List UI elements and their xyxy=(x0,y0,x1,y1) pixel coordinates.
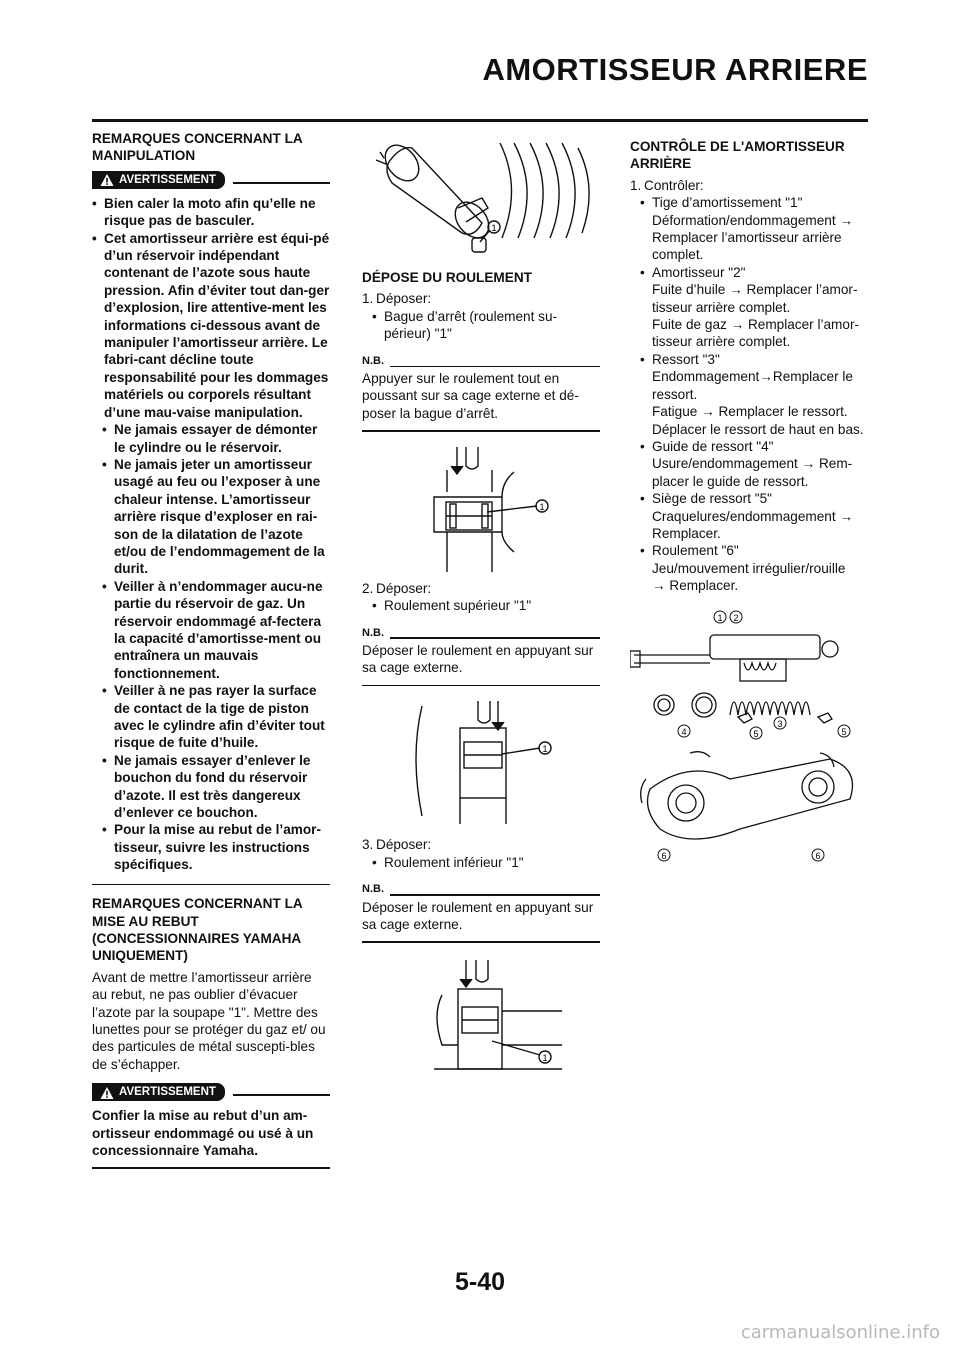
warning-label: AVERTISSEMENT xyxy=(119,173,216,186)
section-heading-disposal: REMARQUES CONCERNANT LA MISE AU REBUT (CONCESSIONNAIRES YAMAHA UNIQUEMENT) xyxy=(92,896,303,964)
shock-components-illustration xyxy=(630,605,870,745)
nb-note: Déposer le roulement en appuyant sur sa cage externe. xyxy=(362,899,594,932)
warning-badge xyxy=(92,171,225,189)
svg-text:5: 5 xyxy=(753,728,759,739)
svg-text:1: 1 xyxy=(542,744,548,755)
list-item: • Siège de ressort "5" Craquelures/endommagement → Remplacer. xyxy=(640,491,853,541)
svg-text:3: 3 xyxy=(777,718,783,729)
list-item: • Amortisseur "2" Fuite d’huile → Remplacer l’amor-tisseur arrière complet. Fuite de gaz → Remplacer l’amor-tisseur arrière complet. xyxy=(640,264,859,350)
list-item: • Cet amortisseur arrière est équi-pé d’un réservoir indépendant contenant de l’azote sous haute pression. Afin d’éviter tout dan-ger d’explosion, lire attentive-ment les informations ci-dessous avant de manipuler l’amortisseur arrière. Le fabri-cant décline toute responsabilité pour les dommages matériels ou corporels résultant d’une mau-vaise manipulation. xyxy=(92,230,330,420)
list-item: • Bague d’arrêt (roulement su-périeur) "1" xyxy=(372,308,558,342)
svg-text:1: 1 xyxy=(542,1052,548,1063)
section-heading-bearing: DÉPOSE DU ROULEMENT xyxy=(362,270,532,285)
svg-text:1: 1 xyxy=(491,223,497,233)
warning-banner xyxy=(92,171,330,189)
step: 2. Déposer: xyxy=(362,580,432,596)
step: 1. Déposer: xyxy=(362,291,432,307)
warning-label: AVERTISSEMENT xyxy=(119,1086,216,1099)
lower-bearing-illustration xyxy=(362,955,600,1080)
list-item: • Bien caler la moto afin qu’elle ne risque pas de basculer. xyxy=(92,195,316,229)
section-heading-inspection: CONTRÔLE DE L'AMORTISSEUR ARRIÈRE xyxy=(630,139,845,172)
page-number: 5-40 xyxy=(454,1268,506,1296)
list-item: • Roulement inférieur "1" xyxy=(372,854,524,870)
nb-label: N.B. xyxy=(362,626,384,639)
watermark: carmanualsonline.info xyxy=(740,1322,940,1343)
svg-text:6: 6 xyxy=(661,850,667,861)
disposal-warning-text: Confier la mise au rebut d’un am-ortisseur endommagé ou usé à un concessionnaire Yamaha. xyxy=(92,1108,314,1159)
nb-label: N.B. xyxy=(362,883,384,896)
list-item: • Ne jamais essayer d’enlever le bouchon du fond du réservoir d’azote. Il est très dangereux d’enlever ce bouchon. xyxy=(102,752,311,821)
shock-valve-illustration xyxy=(362,138,600,263)
list-item: • Roulement supérieur "1" xyxy=(372,598,532,614)
header-rule xyxy=(92,119,868,122)
step: 1. Contrôler: xyxy=(630,177,704,193)
list-item: • Guide de ressort "4" Usure/endommagement → Rem-placer le guide de ressort. xyxy=(640,438,853,489)
list-item: • Tige d’amortissement "1" Déformation/endommagement → Remplacer l’amortisseur arrière complet. xyxy=(640,195,853,263)
svg-text:4: 4 xyxy=(681,726,687,737)
list-item: • Veiller à ne pas rayer la surface de contact de la tige de piston avec le cylindre afin d’éviter tout risque de fuite d’huile. xyxy=(102,683,325,751)
list-item: • Veiller à n’endommager aucu-ne partie du réservoir de gaz. Un réservoir endommagé af-fectera la capacité d’amortisse-ment ou entraînera un mauvais fonctionnement. xyxy=(102,578,323,681)
warning-banner xyxy=(92,1083,330,1101)
bearing-inspection-illustration xyxy=(630,749,870,869)
list-item: • Pour la mise au rebut de l’amor-tisseur, suivre les instructions spécifiques. xyxy=(102,822,321,873)
svg-text:6: 6 xyxy=(815,850,821,861)
column-inspection xyxy=(630,138,870,869)
warning-triangle-icon xyxy=(100,173,114,187)
nb-label: N.B. xyxy=(362,354,384,367)
svg-text:5: 5 xyxy=(841,726,847,737)
svg-text:2: 2 xyxy=(733,612,739,623)
nb-note: Appuyer sur le roulement tout en poussant sur sa cage externe et dé-poser la bague d’arrêt. xyxy=(362,371,579,421)
page-title: AMORTISSEUR ARRIERE xyxy=(482,52,868,87)
list-item: • Roulement "6" Jeu/mouvement irrégulier/rouille → Remplacer. xyxy=(640,543,846,594)
nb-note: Déposer le roulement en appuyant sur sa cage externe. xyxy=(362,642,594,676)
svg-text:1: 1 xyxy=(717,612,723,623)
upper-bearing-illustration xyxy=(362,696,600,826)
warning-triangle-icon xyxy=(100,1086,114,1100)
warning-badge xyxy=(92,1083,225,1101)
step: 3. Déposer: xyxy=(362,837,432,853)
list-item: • Ressort "3" Endommagement→Remplacer le ressort. Fatigue → Remplacer le ressort. Déplacer le ressort de haut en bas. xyxy=(640,351,864,437)
section-heading-handling: REMARQUES CONCERNANT LA MANIPULATION xyxy=(92,131,303,164)
svg-text:1: 1 xyxy=(539,501,545,512)
disposal-paragraph: Avant de mettre l’amortisseur arrière au rebut, ne pas oublier d’évacuer l’azote par la soupape "1". Mettre des lunettes pour se protéger du gaz et/ ou des particules de métal suscepti-bles de s’échapper. xyxy=(92,969,326,1072)
list-item: • Ne jamais jeter un amortisseur usagé au feu ou l’exposer à une chaleur intense. L’amortisseur arrière risque d’exploser en rai-son de la dilatation de l’azote et/ou de l’endommagement de la durit. xyxy=(102,456,325,577)
list-item: • Ne jamais essayer de démonter le cylindre ou le réservoir. xyxy=(102,422,318,455)
circlip-removal-illustration xyxy=(362,442,600,572)
column-handling xyxy=(92,130,330,1179)
column-bearing-removal xyxy=(362,138,600,1080)
